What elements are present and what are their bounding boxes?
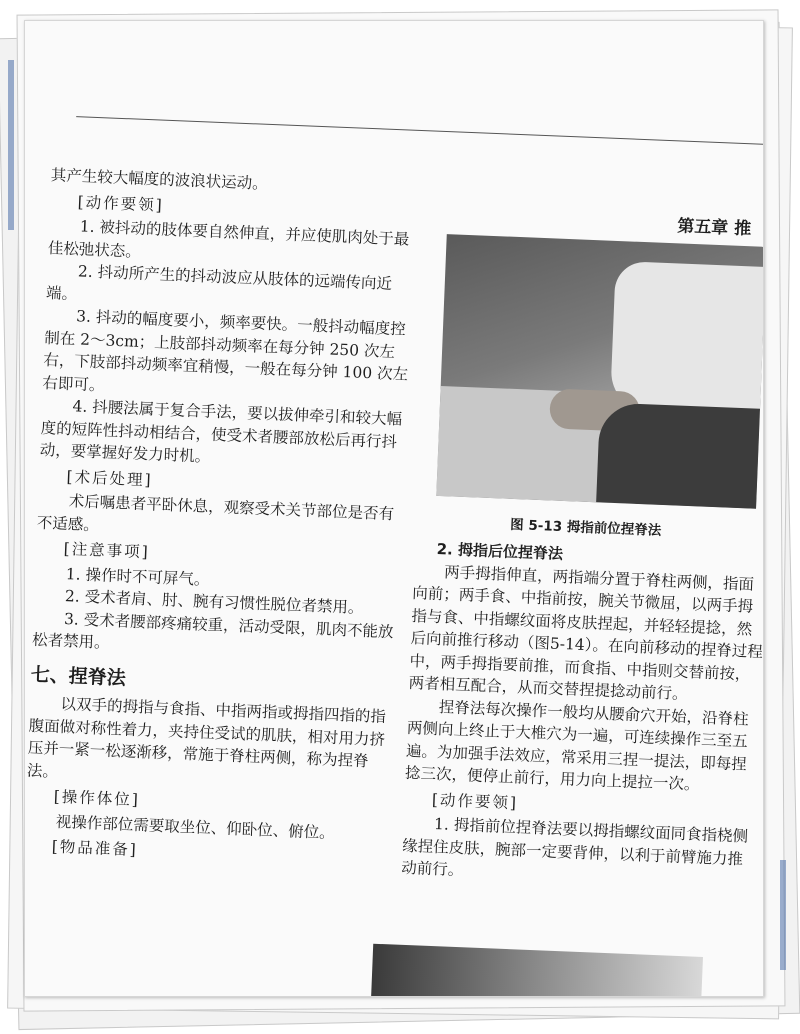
figure-5-14-photo (370, 944, 703, 997)
paragraph: 2. 抖动所产生的抖动波应从肢体的远端传向近端。 (45, 262, 393, 303)
paragraph: 1. 被抖动的肢体要自然伸直，并应使肌肉处于最佳松弛状态。 (47, 217, 410, 261)
right-column (401, 537, 764, 893)
binding-edge (780, 860, 786, 970)
page-content (24, 21, 764, 997)
paragraph: 1. 操作时不可屏气。 (65, 564, 210, 589)
left-column (24, 164, 416, 874)
section-label: [物品准备] (51, 837, 139, 860)
paragraph: 3. 受术者腰部疼痛较重，活动受限，肌肉不能放松者禁用。 (31, 609, 394, 652)
paragraph: 视操作部位需要取坐位、仰卧位、俯位。 (55, 812, 336, 842)
paragraph: 3. 抖动的幅度要小，频率要快。一般抖动幅度控制在 2～3cm；上肢部抖动频率在每分钟 250 次左右，下肢部抖动频率宜稍慢，一般在每分钟 100 次左右即可。 (42, 307, 409, 394)
paragraph: 4. 抖腰法属于复合手法，要以拔伸牵引和较大幅度的短阵性抖动相结合，使受术者腰部放松后再行抖动，要掌握好发力时机。 (39, 397, 403, 466)
book-page (24, 20, 764, 997)
paragraph: 1. 拇指前位捏脊法要以拇指螺纹面同食指桡侧缘捏住皮肤，腕部一定要背伸，以利于前臂施力推动前行。 (400, 815, 749, 880)
figure-caption: 图 5-13 拇指前位捏脊法 (509, 516, 662, 539)
paragraph: 其产生较大幅度的波浪状运动。 (50, 166, 269, 193)
photo-sleeve (610, 261, 764, 417)
paragraph: 两手拇指伸直，两指端分置于脊柱两侧，指面向前；两手食、中指前按，腕关节微屈，以两手拇指与食、中指螺纹面将皮肤捏起，并轻轻提捻，然后向前推行移动（图5-14）。在向前移动的捏脊过程中，两手拇指要前推，而食指、中指则交替前按，两者相互配合，从而交替捏提捻动前行。 (408, 562, 764, 704)
chapter-header: 第五章 推 (676, 216, 752, 240)
section-label: [操作体位] (53, 787, 141, 810)
photo-shadow (596, 402, 760, 508)
figure-5-13-photo (436, 234, 764, 509)
section-label: [动作要领] (77, 192, 165, 215)
binding-edge (8, 60, 14, 230)
paragraph: 术后嘱患者平卧休息，观察受术关节部位是否有不适感。 (36, 492, 395, 534)
section-label: [动作要领] (431, 790, 519, 812)
paragraph: 2. 受术者肩、肘、腕有习惯性脱位者禁用。 (64, 587, 364, 618)
paragraph: 捏脊法每次操作一般均从腰俞穴开始，沿脊柱两侧向上终止于大椎穴为一遍，可连续操作三至五遍。为加强手法效应，常采用三捏一提法，即每捏捻三次，便停止前行，用力向上提拉一次。 (404, 697, 749, 794)
section-label: [术后处理] (66, 467, 154, 489)
section-label: [注意事项] (63, 539, 151, 562)
section-heading: 2. 拇指后位捏脊法 (436, 539, 564, 564)
header-rule (76, 116, 764, 145)
section-heading: 七、捏脊法 (30, 663, 127, 690)
paragraph: 以双手的拇指与食指、中指两指或拇指四指的指腹面做对称性着力，夹持住受试的肌肤，相对用力挤压并一紧一松逐渐移，常施于脊柱两侧，称为捏脊法。 (26, 694, 387, 781)
